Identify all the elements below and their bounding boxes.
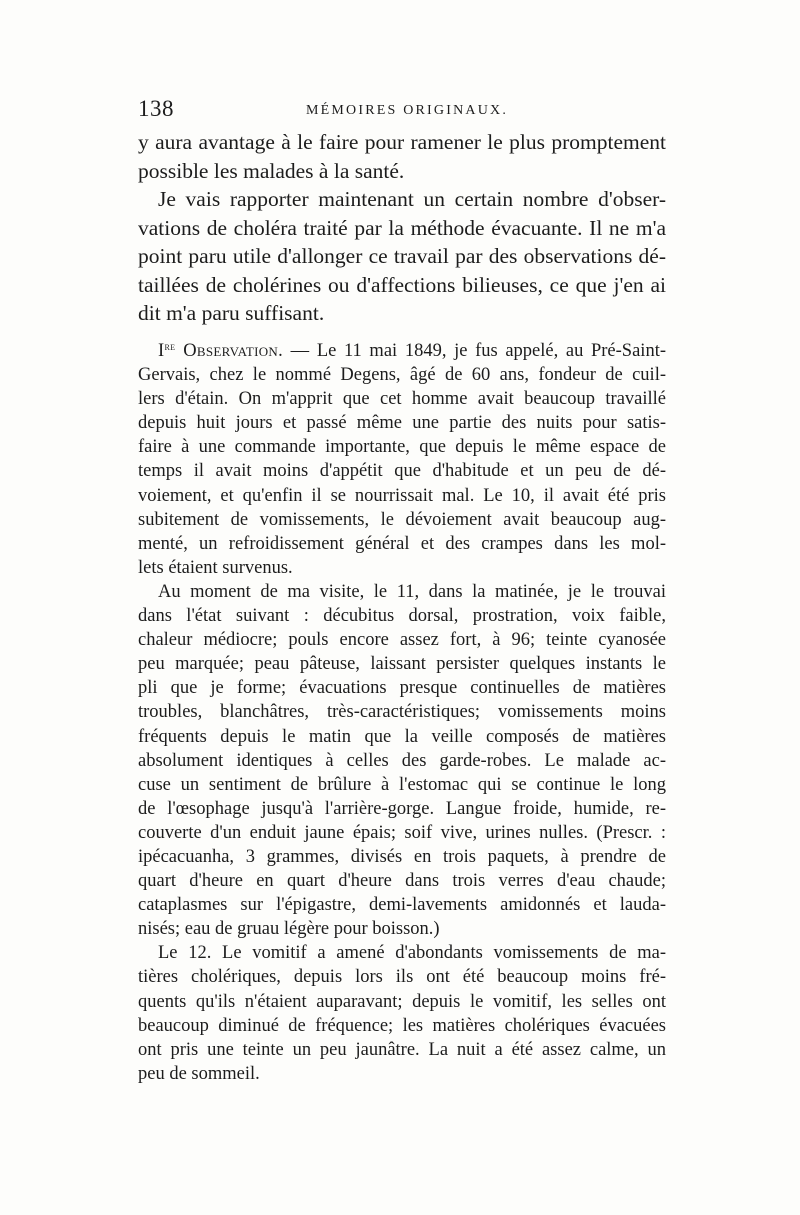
text-line: de l'œsophage jusqu'à l'arrière-gorge. Langue froide, humide, re- (138, 798, 666, 819)
text-line: dit m'a paru suffisant. (138, 301, 325, 325)
text-line: subitement de vomissements, le dévoiement avait beaucoup aug- (138, 509, 666, 530)
text-line: peu marquée; peau pâteuse, laissant persister quelques instants le (138, 654, 666, 675)
text-line: tières cholériques, depuis lors ils ont été beaucoup moins fré- (138, 967, 666, 988)
text-line: pli que je forme; évacuations presque continuelles de matières (138, 678, 666, 699)
text-line: taillées de cholérines ou d'affections bilieuses, ce que j'en ai (138, 272, 666, 297)
text-line: fréquents depuis le matin que la veille composés de matières (138, 726, 666, 747)
running-head: MÉMOIRES ORIGINAUX. (306, 103, 509, 118)
text-line: Le 12. Le vomitif a amené d'abondants vomissements de ma- (158, 943, 666, 964)
text-line: possible les malades à la santé. (138, 158, 405, 183)
text-line: ont pris une teinte un peu jaunâtre. La nuit a été assez calme, un (138, 1039, 666, 1060)
text-line: ipécacuanha, 3 grammes, divisés en trois paquets, à prendre de (138, 846, 666, 867)
page-header (138, 96, 666, 126)
text-line: couverte d'un enduit jaune épais; soif vive, urines nulles. (Prescr. : (138, 822, 666, 843)
observation-number: Ire Observation. (158, 341, 284, 361)
intro-paragraphs (138, 128, 666, 328)
text-line: lers d'étain. On m'apprit que cet homme avait beaucoup travaillé (138, 389, 666, 410)
text-line: cuse un sentiment de brûlure à l'estomac qui se continue le long (138, 774, 666, 795)
text-line: absolument identiques à celles des garde-robes. Le malade ac- (138, 750, 666, 771)
text-line: Au moment de ma visite, le 11, dans la matinée, je le trouvai (158, 581, 666, 602)
text-line: chaleur médiocre; pouls encore assez fort, à 96; teinte cyanosée (138, 630, 666, 651)
text-line: lets étaient survenus. (138, 557, 293, 578)
text-line: voiement, et qu'enfin il se nourrissait mal. Le 10, il avait été pris (138, 485, 666, 506)
observation-first-line: — Le 11 mai 1849, je fus appelé, au Pré-Saint- (290, 341, 666, 361)
text-line: Gervais, chez le nommé Degens, âgé de 60 ans, fondeur de cuil- (138, 365, 666, 386)
text-line: dans l'état suivant : décubitus dorsal, prostration, voix faible, (138, 606, 666, 627)
text-line: troubles, blanchâtres, très-caractéristiques; vomissements moins (138, 702, 666, 723)
text-line: temps il avait moins d'appétit que d'habitude et un peu de dé- (138, 461, 666, 482)
text-line: menté, un refroidissement général et des crampes dans les mol- (138, 533, 666, 554)
text-line: peu de sommeil. (138, 1063, 260, 1084)
text-line: quents qu'ils n'étaient auparavant; depuis le vomitif, les selles ont (138, 991, 666, 1012)
text-line: nisés; eau de gruau légère pour boisson.) (138, 919, 440, 940)
text-line: point paru utile d'allonger ce travail par des observations dé- (138, 244, 666, 268)
text-line: beaucoup diminué de fréquence; les matières cholériques évacuées (138, 1015, 666, 1036)
observation-heading-line (138, 339, 666, 363)
text-line: faire à une commande importante, que depuis le même espace de (138, 437, 666, 458)
text-line: Je vais rapporter maintenant un certain nombre d'obser- (158, 187, 666, 211)
page-number: 138 (138, 96, 174, 121)
text-line: y aura avantage à le faire pour ramener le plus promptement (138, 130, 666, 154)
text-line: quart d'heure en quart d'heure dans trois verres d'eau chaude; (138, 871, 666, 892)
text-line: vations de choléra traité par la méthode évacuante. Il ne m'a (138, 215, 666, 240)
observation-block (138, 339, 666, 1086)
text-line: cataplasmes sur l'épigastre, demi-lavements amidonnés et lauda- (138, 895, 666, 916)
text-line: depuis huit jours et passé même une partie des nuits pour satis- (138, 413, 666, 434)
